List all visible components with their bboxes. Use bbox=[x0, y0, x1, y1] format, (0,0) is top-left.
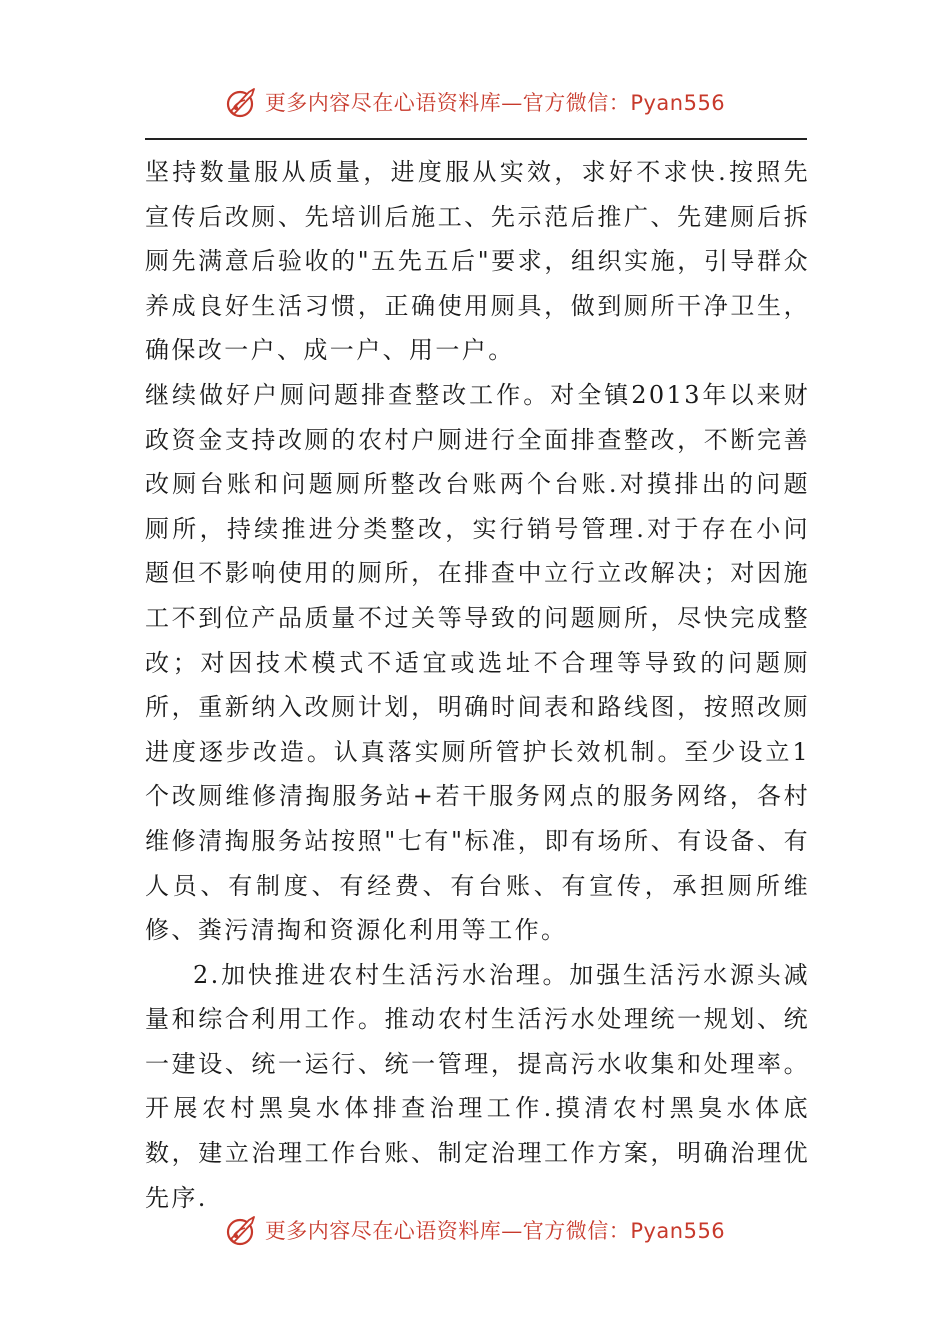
watermark-footer bbox=[0, 1210, 950, 1250]
paragraph-1: 坚持数量服从质量，进度服从实效，求好不求快.按照先宣传后改厕、先培训后施工、先示范后推广、先建厕后拆厕先满意后验收的"五先五后"要求，组织实施，引导群众养成良好生活习惯，正确使用厕具，做到厕所干净卫生，确保改一户、成一户、用一户。 bbox=[145, 158, 810, 365]
header-divider bbox=[145, 138, 807, 140]
watermark-wechat-id: Pyan556 bbox=[630, 1219, 726, 1243]
watermark-text bbox=[265, 1215, 725, 1245]
pen-logo-icon bbox=[225, 85, 259, 119]
watermark-brand: 更多内容尽在心语资料库—官方微信： bbox=[264, 91, 631, 115]
document-body bbox=[145, 150, 810, 1220]
paragraph-3: 2.加快推进农村生活污水治理。加强生活污水源头减量和综合利用工作。推动农村生活污水处理统一规划、统一建设、统一运行、统一管理，提高污水收集和处理率。开展农村黑臭水体排查治理工作.摸清农村黑臭水体底数，建立治理工作台账、制定治理工作方案，明确治理优先序. bbox=[145, 960, 810, 1212]
watermark-brand: 更多内容尽在心语资料库—官方微信： bbox=[264, 1219, 631, 1243]
watermark-header bbox=[0, 82, 950, 122]
watermark-text bbox=[265, 87, 725, 117]
pen-logo-icon bbox=[225, 1213, 259, 1247]
watermark-wechat-id: Pyan556 bbox=[630, 91, 726, 115]
paragraph-2: 继续做好户厕问题排查整改工作。对全镇2013年以来财政资金支持改厕的农村户厕进行全面排查整改，不断完善改厕台账和问题厕所整改台账两个台账.对摸排出的问题厕所，持续推进分类整改，实行销号管理.对于存在小问题但不影响使用的厕所，在排查中立行立改解决；对因施工不到位产品质量不过关等导致的问题厕所，尽快完成整改；对因技术模式不适宜或选址不合理等导致的问题厕所，重新纳入改厕计划，明确时间表和路线图，按照改厕进度逐步改造。认真落实厕所管护长效机制。至少设立1个改厕维修清掏服务站+若干服务网点的服务网络，各村维修清掏服务站按照"七有"标准，即有场所、有设备、有人员、有制度、有经费、有台账、有宣传，承担厕所维修、粪污清掏和资源化利用等工作。 bbox=[145, 380, 810, 945]
